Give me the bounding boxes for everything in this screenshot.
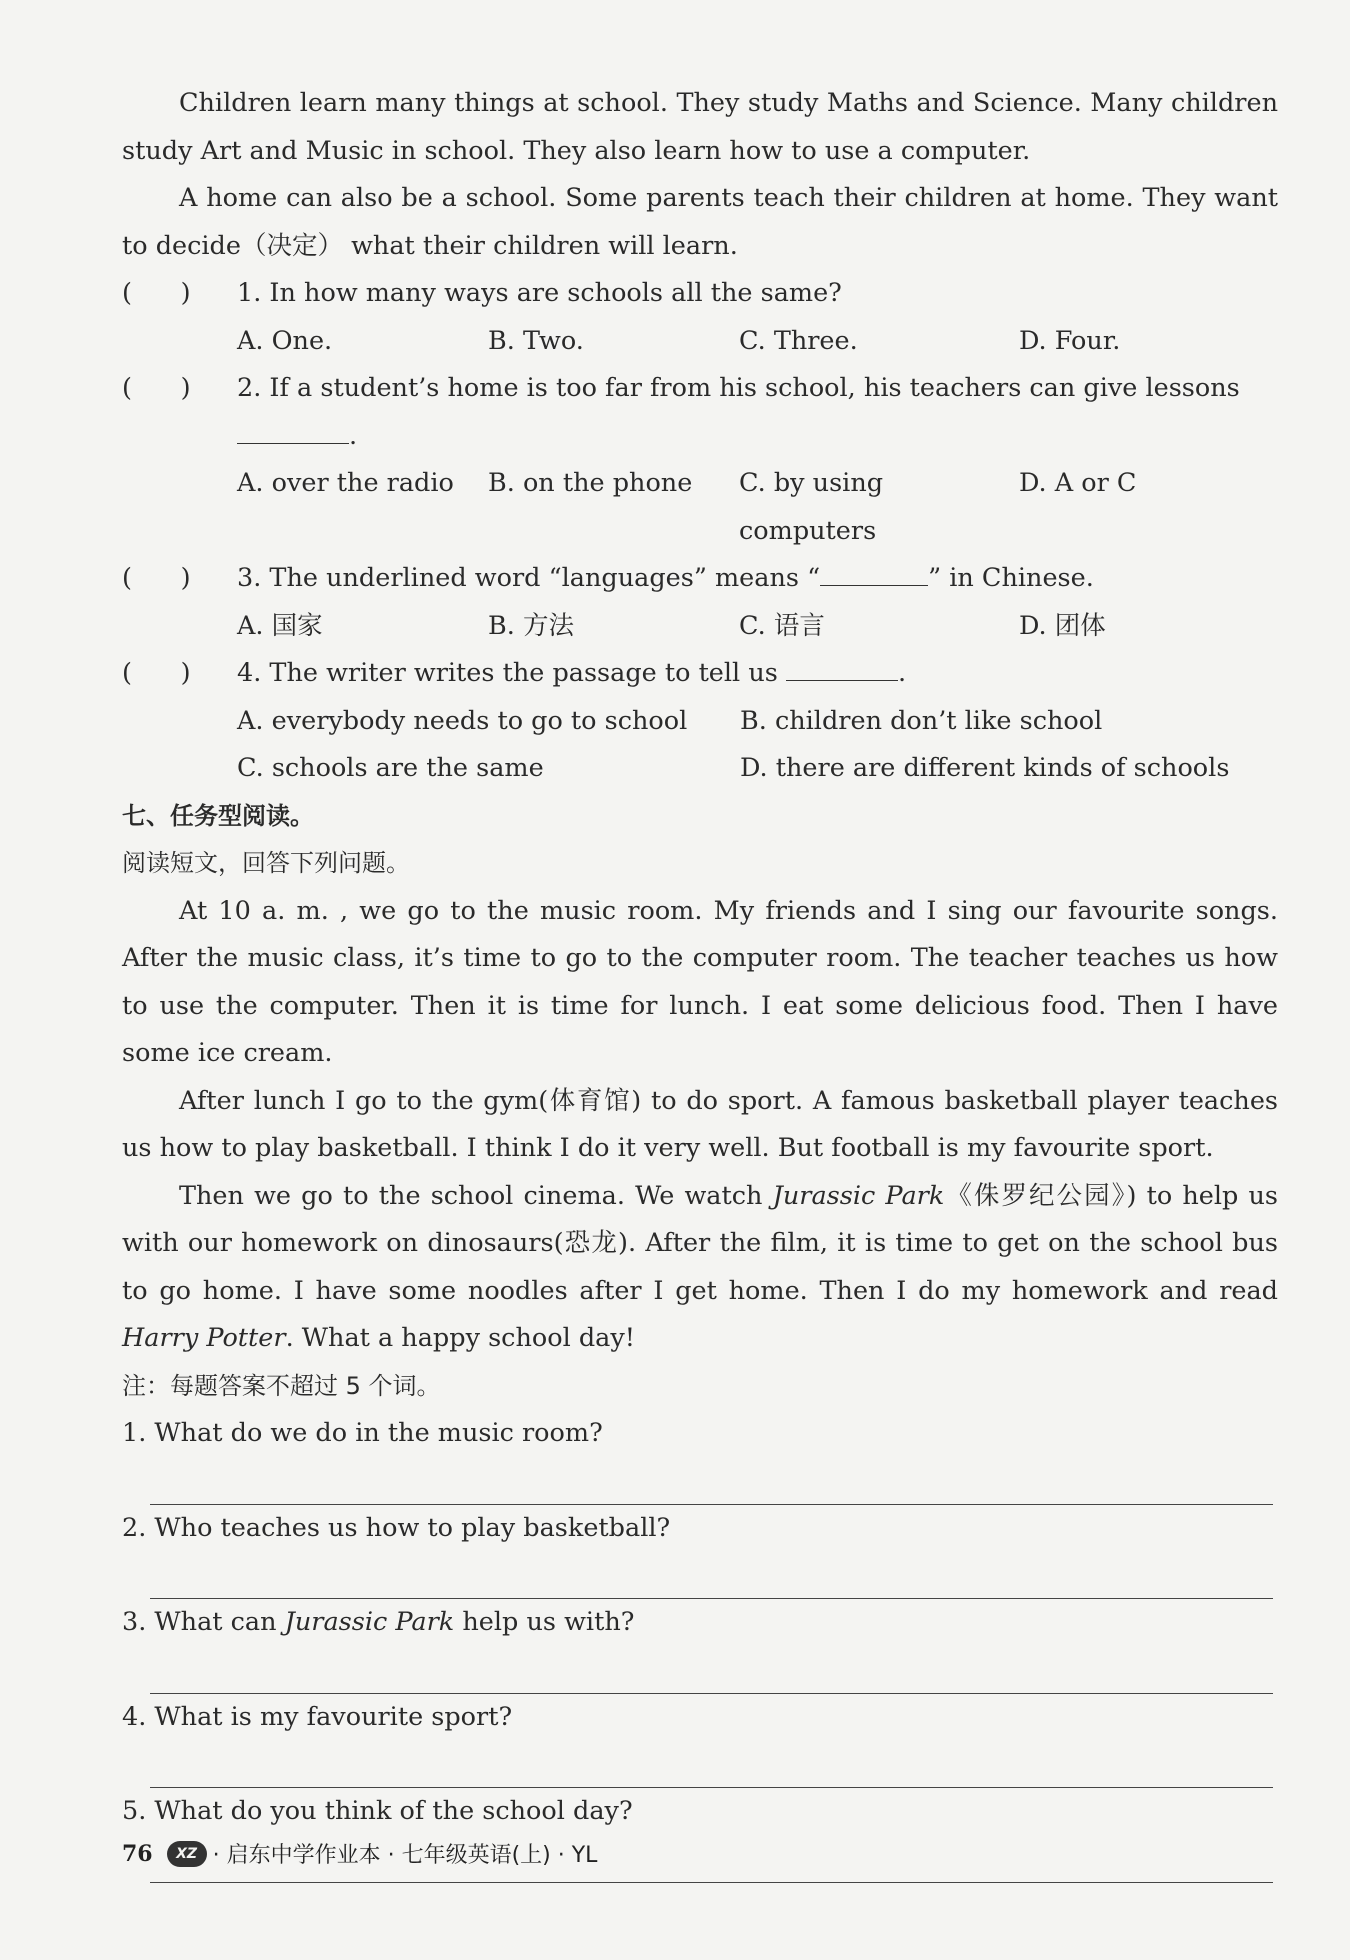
option-c: C. 语言 bbox=[739, 610, 825, 641]
reading-paragraph-1: At 10 a. m. , we go to the music room. My friends and I sing our favourite songs. After the music class, it’s time to go to the computer room. The teacher teaches us how to use the computer. Then it is time for lunch. I eat some delicious food. Then I have some ice cream. bbox=[122, 895, 1278, 1068]
question-2 bbox=[122, 365, 1278, 460]
film-title: Jurassic Park bbox=[772, 1180, 945, 1211]
question-1 bbox=[122, 270, 1278, 318]
passage-paragraph-2: A home can also be a school. Some parents teach their children at home. They want to decide（决定） what their children will learn. bbox=[122, 183, 1278, 261]
short-answer-question-3: 3. What can Jurassic Park help us with? bbox=[122, 1607, 635, 1637]
option-d: D. Four. bbox=[1019, 325, 1121, 356]
answer-line-2[interactable] bbox=[150, 1552, 1273, 1599]
fill-blank[interactable] bbox=[820, 555, 928, 586]
reading-paragraph-2: After lunch I go to the gym(体育馆) to do sport. A famous basketball player teaches us how to play basketball. I think I do it very well. But football is my favourite sport. bbox=[122, 1085, 1278, 1163]
page-content bbox=[122, 80, 1278, 1883]
option-a: A. 国家 bbox=[237, 610, 323, 641]
option-b: B. Two. bbox=[488, 325, 584, 356]
option-b: B. on the phone bbox=[488, 468, 693, 498]
question-4-options-row-2 bbox=[237, 745, 1278, 793]
answer-paren[interactable]: ( ) bbox=[122, 373, 191, 403]
answer-line-1[interactable] bbox=[150, 1458, 1273, 1505]
passage-paragraph-1: Children learn many things at school. They study Maths and Science. Many children study Art and Music in school. They also learn how to use a computer. bbox=[122, 88, 1278, 166]
book-title: · 启东中学作业本 · 七年级英语(上) · YL bbox=[212, 1843, 598, 1868]
question-3-options bbox=[237, 603, 1278, 651]
page-footer bbox=[122, 1838, 597, 1869]
option-c: C. by using computers bbox=[739, 468, 884, 546]
short-answer-question-1: 1. What do we do in the music room? bbox=[122, 1418, 603, 1448]
option-c: C. Three. bbox=[739, 325, 858, 356]
answer-paren[interactable]: ( ) bbox=[122, 658, 191, 688]
option-a: A. One. bbox=[237, 325, 333, 356]
question-1-options bbox=[237, 318, 1278, 366]
question-4-options-row-1 bbox=[237, 698, 1278, 746]
page-number: 76 bbox=[122, 1840, 153, 1867]
question-text: 4. The writer writes the passage to tell us . bbox=[237, 650, 1278, 698]
fill-blank[interactable] bbox=[786, 650, 898, 681]
reading-paragraph-3: Then we go to the school cinema. We watch Jurassic Park《侏罗纪公园》) to help us with our homework on dinosaurs(恐龙). After the film, it is time to get on the school bus to go home. I have some noodles after I get home. Then I do my homework and read Harry Potter. What a happy school day! bbox=[122, 1180, 1278, 1353]
answer-line-3[interactable] bbox=[150, 1647, 1273, 1694]
question-text: 1. In how many ways are schools all the same? bbox=[237, 278, 842, 308]
option-d: D. there are different kinds of schools bbox=[740, 753, 1230, 783]
option-b: B. 方法 bbox=[488, 610, 574, 641]
option-d: D. A or C bbox=[1019, 468, 1137, 498]
question-2-options bbox=[237, 460, 1278, 555]
section-heading: 七、任务型阅读。 bbox=[122, 801, 314, 830]
fill-blank[interactable] bbox=[237, 413, 349, 444]
option-b: B. children don’t like school bbox=[740, 705, 1103, 736]
answer-paren[interactable]: ( ) bbox=[122, 278, 191, 308]
question-4 bbox=[122, 650, 1278, 698]
option-a: A. over the radio bbox=[237, 468, 454, 498]
question-text: 3. The underlined word “languages” means “ ” in Chinese. bbox=[237, 555, 1278, 603]
short-answer-question-5: 5. What do you think of the school day? bbox=[122, 1796, 633, 1826]
short-answer-question-4: 4. What is my favourite sport? bbox=[122, 1701, 513, 1732]
short-answer-question-2: 2. Who teaches us how to play basketball? bbox=[122, 1512, 671, 1543]
answer-line-4[interactable] bbox=[150, 1741, 1273, 1788]
answer-note: 注：每题答案不超过 5 个词。 bbox=[122, 1371, 441, 1400]
publisher-logo-icon: XZ bbox=[167, 1841, 207, 1867]
question-3 bbox=[122, 555, 1278, 603]
book-title: Harry Potter bbox=[122, 1323, 286, 1353]
option-d: D. 团体 bbox=[1019, 610, 1106, 641]
option-c: C. schools are the same bbox=[237, 753, 544, 783]
option-a: A. everybody needs to go to school bbox=[237, 705, 688, 736]
question-text: 2. If a student’s home is too far from his school, his teachers can give lessons . bbox=[237, 373, 1240, 451]
answer-paren[interactable]: ( ) bbox=[122, 563, 191, 593]
section-instruction: 阅读短文，回答下列问题。 bbox=[122, 849, 410, 877]
